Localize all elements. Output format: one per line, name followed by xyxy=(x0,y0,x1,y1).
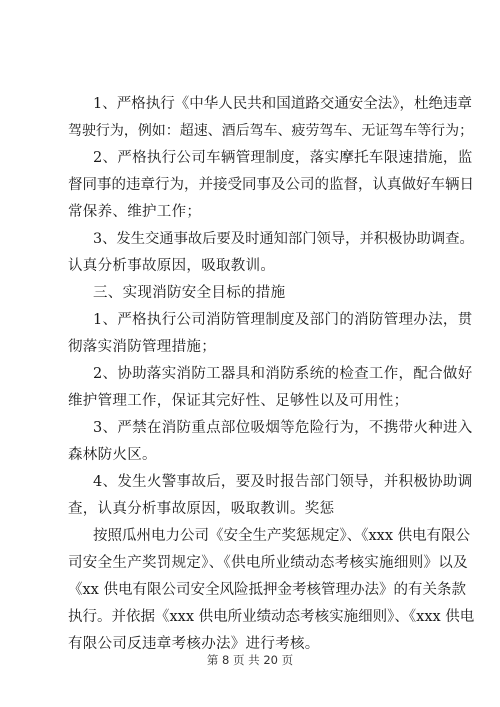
page-number: 第 8 页 共 20 页 xyxy=(206,653,294,667)
section-heading: 三、实现消防安全目标的措施 xyxy=(93,285,286,301)
text-line: 3、严禁在消防重点部位吸烟等危险行为，不携带火种进入 xyxy=(93,420,473,436)
text-line: 按照瓜州电力公司《安全生产奖惩规定》、《xxx 供电有限公 xyxy=(93,528,471,544)
text-line: 2、协助落实消防工器具和消防系统的检查工作，配合做好 xyxy=(93,366,473,382)
text-line: 森林防火区。 xyxy=(68,447,157,463)
text-line: 3、发生交通事故后要及时通知部门领导，并积极协助调查。 xyxy=(93,231,474,247)
text-line: 执行。并依据《xxx 供电所业绩动态考核实施细则》、《xxx 供电 xyxy=(68,609,475,625)
text-line: 1、严格执行公司消防管理制度及部门的消防管理办法，贯 xyxy=(93,312,473,328)
text-line: 有限公司反违章考核办法》进行考核。 xyxy=(68,636,320,652)
text-line: 彻落实消防管理措施； xyxy=(68,339,216,355)
text-line: 2、严格执行公司车辆管理制度，落实摩托车限速措施，监 xyxy=(93,150,473,166)
text-line: 1、严格执行《中华人民共和国道路交通安全法》，杜绝违章 xyxy=(93,96,472,112)
text-line: 查，认真分析事故原因，吸取教训。奖惩 xyxy=(68,501,335,517)
text-line: 维护管理工作，保证其完好性、足够性以及可用性； xyxy=(68,393,409,409)
text-line: 认真分析事故原因，吸取教训。 xyxy=(68,258,276,274)
text-line: 督同事的违章行为，并接受同事及公司的监督，认真做好车辆日 xyxy=(68,177,474,193)
text-line: 《xx 供电有限公司安全风险抵押金考核管理办法》的有关条款 xyxy=(68,582,466,598)
text-line: 司安全生产奖罚规定》、《供电所业绩动态考核实施细则》以及 xyxy=(68,555,468,571)
text-line: 4、发生火警事故后，要及时报告部门领导，并积极协助调 xyxy=(93,474,473,490)
text-line: 驾驶行为，例如：超速、酒后驾车、疲劳驾车、无证驾车等行为； xyxy=(68,123,474,139)
text-line: 常保养、维护工作； xyxy=(68,204,202,220)
